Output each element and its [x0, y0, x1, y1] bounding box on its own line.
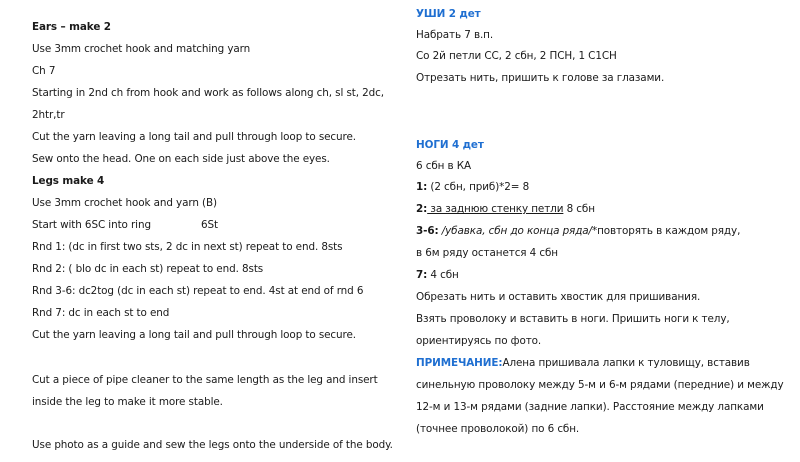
ru-row-7 [416, 268, 459, 282]
ru-note-line-3: 12-м и 13-м рядами (задние лапки). Расстояние между лапками [416, 401, 764, 413]
legs-heading: Legs make 4 [32, 175, 105, 187]
ears-line-4: 2htr,tr [32, 109, 65, 121]
ru-row-3-6 [416, 224, 740, 238]
ru-row-1-text: (2 сбн, приб)*2= 8 [427, 181, 530, 193]
ru-legs-line-0: 6 сбн в КА [416, 160, 472, 172]
pipe-line-1: Cut a piece of pipe cleaner to the same length as the leg and insert [32, 374, 378, 386]
legs-start-text: Start with 6SC into ring [32, 219, 151, 231]
ru-wire-line-1: Взять проволоку и вставить в ноги. Пришить ноги к телу, [416, 313, 730, 325]
ru-row-3-6-num: 3-6: [416, 225, 439, 237]
ru-note-text: Алена пришивала лапки к туловищу, вставив [502, 357, 750, 369]
ru-row-1 [416, 180, 529, 194]
ru-note-line-4: (точнее проволокой) по 6 сбн. [416, 423, 580, 435]
ears-line-6: Sew onto the head. One on each side just above the eyes. [32, 153, 330, 165]
ears-line-2: Ch 7 [32, 65, 56, 77]
ru-row-1-num: 1: [416, 181, 428, 193]
ru-note-line-2: синельную проволоку между 5-м и 6-м рядами (передние) и между [416, 379, 784, 391]
ru-row-3-6-rest: повторять в каждом ряду, [597, 225, 741, 237]
photo-guide-line: Use photo as a guide and sew the legs onto the underside of the body. [32, 439, 393, 451]
ru-row-3-6-cont: в 6м ряду останется 4 сбн [416, 247, 558, 259]
ru-ears-line-1: Набрать 7 в.п. [416, 29, 494, 41]
legs-cut-line: Cut the yarn leaving a long tail and pull through loop to secure. [32, 329, 356, 341]
ru-row-7-num: 7: [416, 269, 428, 281]
ru-row-7-text: 4 сбн [427, 269, 459, 281]
ru-note-line-1 [416, 356, 750, 370]
ru-note-label: ПРИМЕЧАНИЕ: [416, 357, 503, 369]
legs-start-count: 6St [200, 219, 218, 231]
legs-start-line [32, 218, 218, 232]
rnd-3-6-line: Rnd 3-6: dc2tog (dc in each st) repeat to end. 4st at end of rnd 6 [32, 285, 364, 297]
ru-row-2-underlined: за заднюю стенку петли [427, 203, 564, 215]
ru-row-2-num: 2: [416, 203, 428, 215]
ru-ears-line-2: Со 2й петли СС, 2 сбн, 2 ПСН, 1 С1СН [416, 50, 617, 62]
legs-line-1: Use 3mm crochet hook and yarn (B) [32, 197, 217, 209]
ru-row-2 [416, 202, 595, 216]
rnd-2-line: Rnd 2: ( blo dc in each st) repeat to end. 8sts [32, 263, 264, 275]
ru-wire-line-2: ориентируясь по фото. [416, 335, 542, 347]
ru-ears-heading: УШИ 2 дет [416, 8, 481, 20]
pipe-line-2: inside the leg to make it more stable. [32, 396, 223, 408]
rnd-7-line: Rnd 7: dc in each st to end [32, 307, 170, 319]
ru-ears-line-3: Отрезать нить, пришить к голове за глазами. [416, 72, 665, 84]
rnd-1-line: Rnd 1: (dc in first two sts, 2 dc in next st) repeat to end. 8sts [32, 241, 343, 253]
ru-row-2-rest: 8 сбн [563, 203, 595, 215]
ru-legs-heading: НОГИ 4 дет [416, 139, 484, 151]
ears-line-1: Use 3mm crochet hook and matching yarn [32, 43, 251, 55]
ru-row-3-6-italic: /убавка, сбн до конца ряда/* [438, 225, 598, 237]
ears-line-5: Cut the yarn leaving a long tail and pull through loop to secure. [32, 131, 356, 143]
ears-heading: Ears – make 2 [32, 21, 111, 33]
ru-cut-line: Обрезать нить и оставить хвостик для пришивания. [416, 291, 701, 303]
ears-line-3: Starting in 2nd ch from hook and work as follows along ch, sl st, 2dc, [32, 87, 384, 99]
